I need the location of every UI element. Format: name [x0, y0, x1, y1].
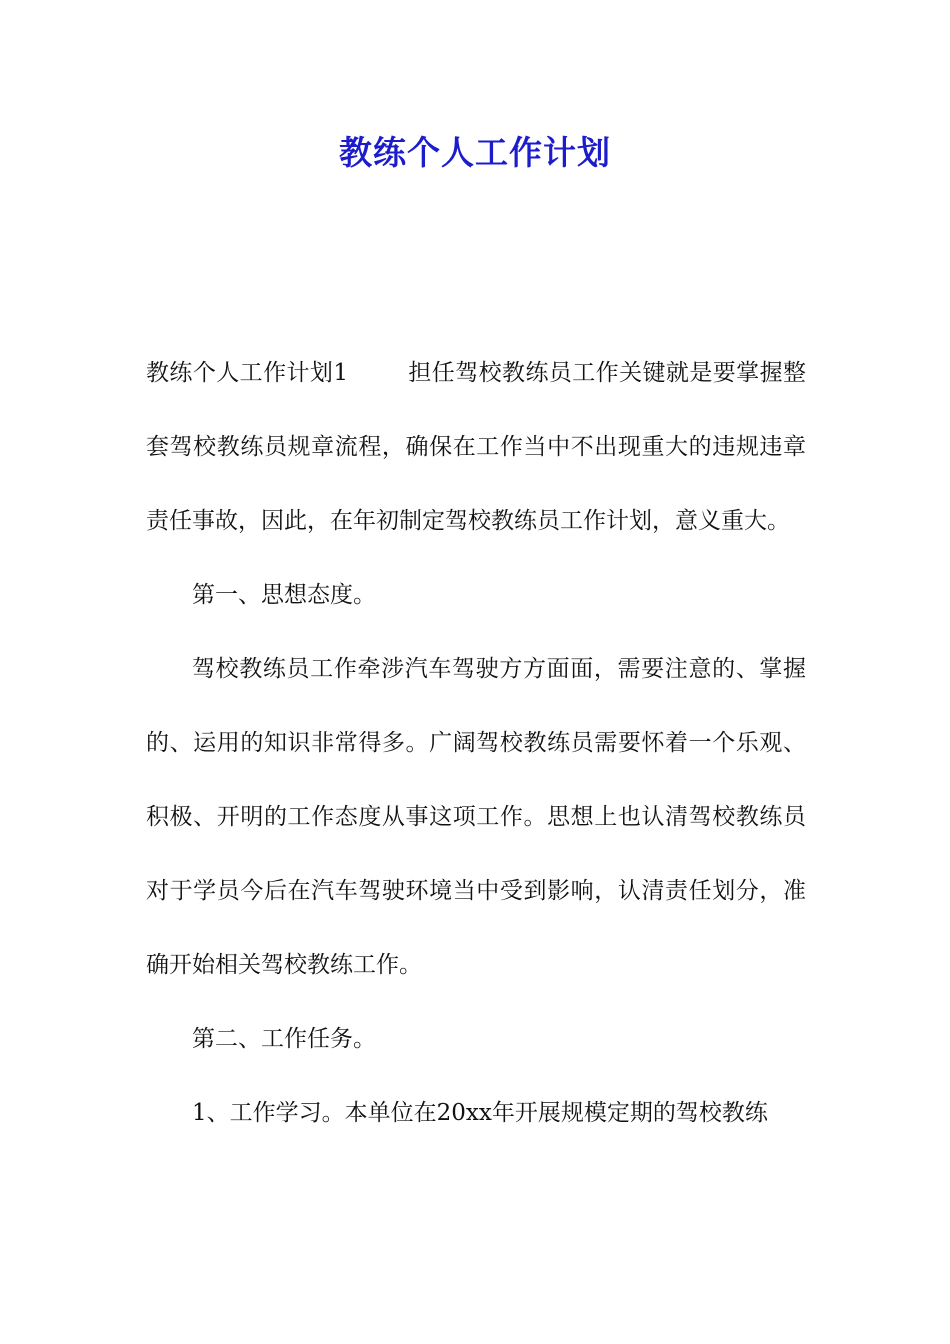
paragraph-attitude: 驾校教练员工作牵涉汽车驾驶方方面面，需要注意的、掌握的、运用的知识非常得多。广阔驾校教练员需要怀着一个乐观、积极、开明的工作态度从事这项工作。思想上也认清驾校教练员对于学员今后在汽车驾驶环境当中受到影响，认清责任划分，准确开始相关驾校教练工作。	[146, 656, 806, 978]
paragraph-intro	[146, 336, 806, 558]
document-body	[146, 336, 806, 1150]
section-heading-tasks: 第二、工作任务。	[192, 1026, 376, 1052]
document-title: 教练个人工作计划	[339, 133, 611, 172]
section-heading-attitude: 第一、思想态度。	[192, 582, 376, 608]
paragraph-intro-text: 担任驾校教练员工作关键就是要掌握整套驾校教练员规章流程，确保在工作当中不出现重大的违规违章责任事故，因此，在年初制定驾校教练员工作计划，意义重大。	[146, 360, 806, 534]
paragraph-intro-lead: 教练个人工作计划1	[146, 360, 348, 386]
paragraph-task-1: 1、工作学习。本单位在20xx年开展规模定期的驾校教练	[192, 1100, 768, 1126]
